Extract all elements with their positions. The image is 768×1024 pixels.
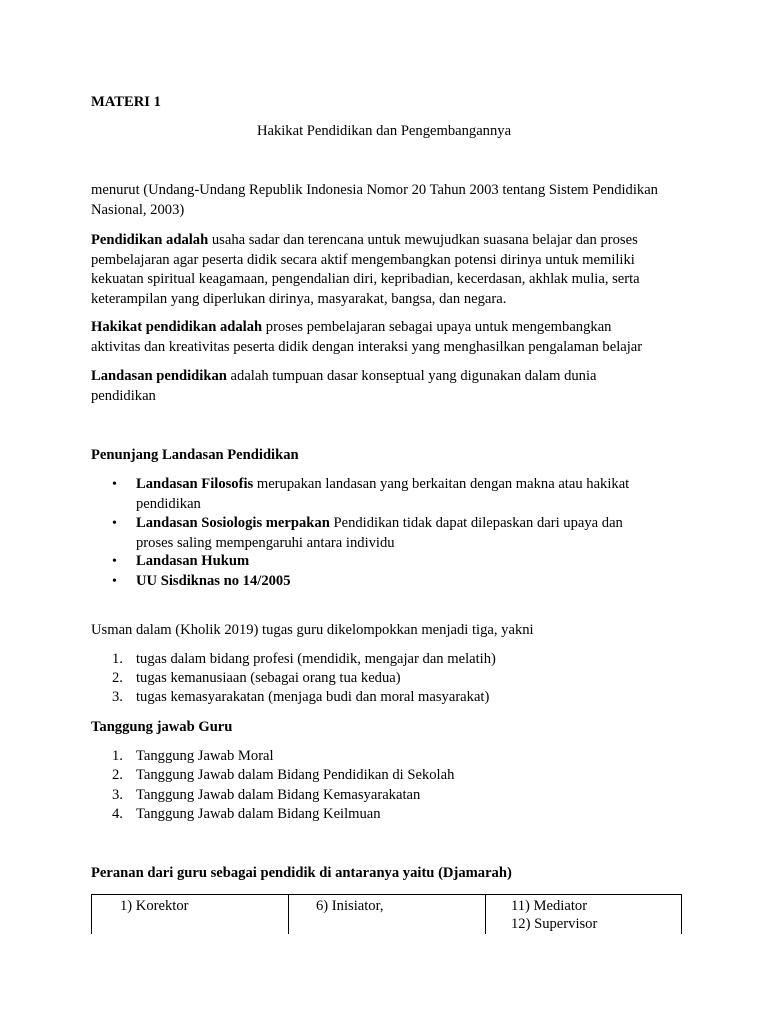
list-number: 3. [112,689,123,705]
bullet-dot: • [112,516,117,531]
foundation-text-1: adalah tumpuan dasar konseptual yang digunakan dalam dunia [226,368,597,384]
usman-paragraph: Usman dalam (Kholik 2019) tugas guru dikelompokkan menjadi tiga, yakni [91,622,534,638]
foundation-text-2: pendidikan [91,387,156,404]
roles-table [91,894,682,934]
essence-paragraph [91,318,691,357]
table-cell [289,895,486,935]
role-item: 6) Inisiator, [316,898,384,914]
list-text: Tanggung Jawab Moral [136,748,274,764]
table-cell [92,895,289,935]
essence-text-2: aktivitas dan kreativitas peserta didik dengan interaksi yang menghasilkan pengalaman belajar [91,338,643,355]
list-text: Tanggung Jawab dalam Bidang Pendidikan di Sekolah [136,767,455,783]
foundation-paragraph [91,367,691,406]
table-cell [486,895,682,935]
list-number: 4. [112,806,123,822]
definition-text-2: pembelajaran agar peserta didik secara aktif mengembangkan potensi dirinya untuk memiliki [91,251,635,268]
bullet-text: merupakan landasan yang berkaitan dengan makna atau hakikat [253,476,630,492]
bullet-term: UU Sisdiknas no 14/2005 [136,573,291,589]
source-paragraph: menurut (Undang-Undang Republik Indonesia Nomor 20 Tahun 2003 tentang Sistem Pendidikan Nasional, 2003) [91,182,658,218]
bullet-term: Landasan Hukum [136,553,250,569]
foundation-term: Landasan pendidikan [91,368,227,384]
bullet-text-cont: proses saling mempengaruhi antara individu [136,534,395,551]
list-number: 1. [112,748,123,764]
bullet-term: Landasan Filosofis [136,476,254,492]
essence-term: Hakikat pendidikan adalah [91,319,263,335]
bullet-dot: • [112,554,117,569]
list-number: 2. [112,670,123,686]
definition-text-1: usaha sadar dan terencana untuk mewujudkan suasana belajar dan proses [208,232,638,248]
role-item: 11) Mediator [511,898,588,914]
section-heading-foundations: Penunjang Landasan Pendidikan [91,447,299,463]
bullet-text: Pendidikan tidak dapat dilepaskan dari upaya dan [329,515,623,531]
list-text: Tanggung Jawab dalam Bidang Kemasyarakatan [136,787,421,803]
definition-term: Pendidikan adalah [91,232,209,248]
bullet-dot: • [112,574,117,589]
role-item: 12) Supervisor [511,915,598,932]
essence-text-1: proses pembelajaran sebagai upaya untuk mengembangkan [262,319,612,335]
list-number: 3. [112,787,123,803]
list-text: tugas kemasyarakatan (menjaga budi dan moral masyarakat) [136,689,490,705]
list-text: tugas dalam bidang profesi (mendidik, mengajar dan melatih) [136,651,496,667]
definition-paragraph [91,231,691,309]
document-heading: MATERI 1 [91,94,161,110]
definition-text-3: kekuatan spiritual keagamaan, pengendalian diri, kepribadian, kecerdasan, akhlak mulia, serta [91,271,640,287]
list-text: Tanggung Jawab dalam Bidang Keilmuan [136,806,381,822]
bullet-dot: • [112,477,117,492]
section-heading-responsibility: Tanggung jawab Guru [91,719,233,735]
bullet-text-cont: pendidikan [136,495,201,512]
document-subtitle: Hakikat Pendidikan dan Pengembangannya [256,123,512,139]
definition-text-4: keterampilan yang diperlukan dirinya, masyarakat, bangsa, dan negara. [91,290,507,307]
list-number: 1. [112,651,123,667]
list-number: 2. [112,767,123,783]
list-text: tugas kemanusiaan (sebagai orang tua kedua) [136,670,401,686]
section-heading-roles: Peranan dari guru sebagai pendidik di antaranya yaitu (Djamarah) [91,865,512,881]
role-item: 1) Korektor [120,898,189,914]
bullet-term: Landasan Sosiologis merpakan [136,515,330,531]
table-row [92,895,682,935]
